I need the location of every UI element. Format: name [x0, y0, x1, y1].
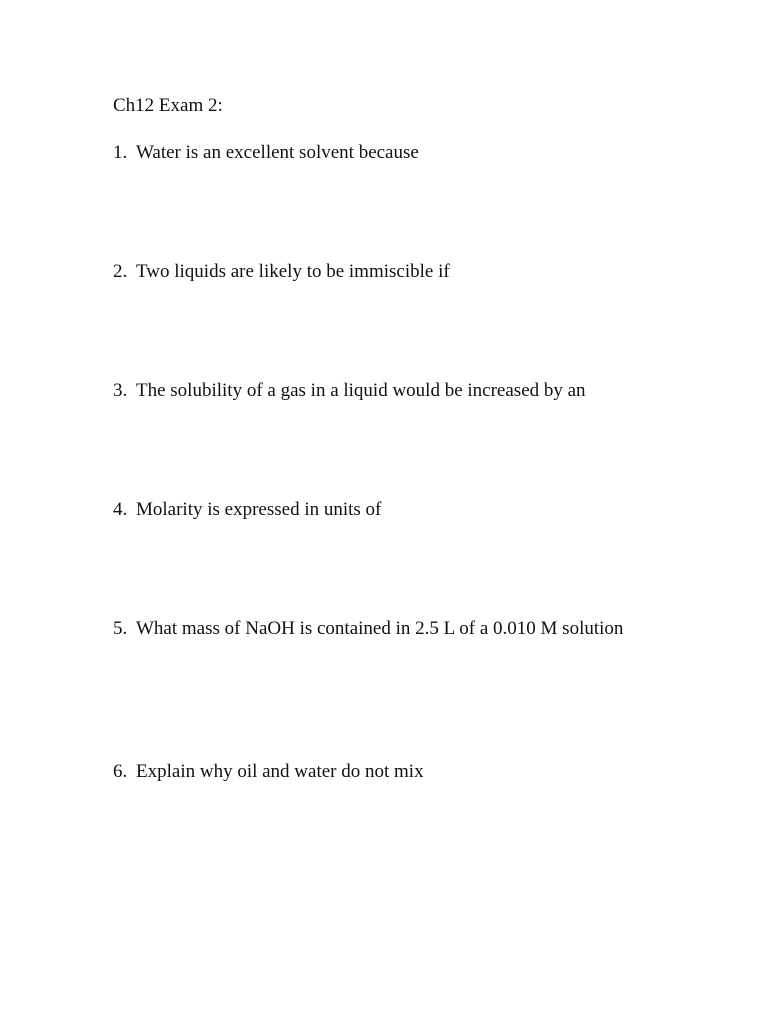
question-text: Explain why oil and water do not mix — [136, 761, 424, 782]
question-5 — [113, 617, 623, 641]
document-title: Ch12 Exam 2: — [113, 95, 223, 116]
question-text: Two liquids are likely to be immiscible if — [136, 261, 450, 282]
question-text: Water is an excellent solvent because — [136, 142, 419, 163]
question-text: The solubility of a gas in a liquid would be increased by an — [136, 380, 586, 401]
question-1 — [113, 141, 419, 165]
question-2 — [113, 260, 450, 284]
question-number: 6. — [113, 761, 128, 782]
question-text: Molarity is expressed in units of — [136, 499, 382, 520]
question-text: What mass of NaOH is contained in 2.5 L of a 0.010 M solution — [136, 618, 624, 639]
question-number: 2. — [113, 261, 128, 282]
question-4 — [113, 498, 381, 522]
question-number: 5. — [113, 618, 128, 639]
question-number: 1. — [113, 142, 128, 163]
question-6 — [113, 760, 424, 784]
question-3 — [113, 379, 586, 403]
question-number: 4. — [113, 499, 128, 520]
question-number: 3. — [113, 380, 128, 401]
